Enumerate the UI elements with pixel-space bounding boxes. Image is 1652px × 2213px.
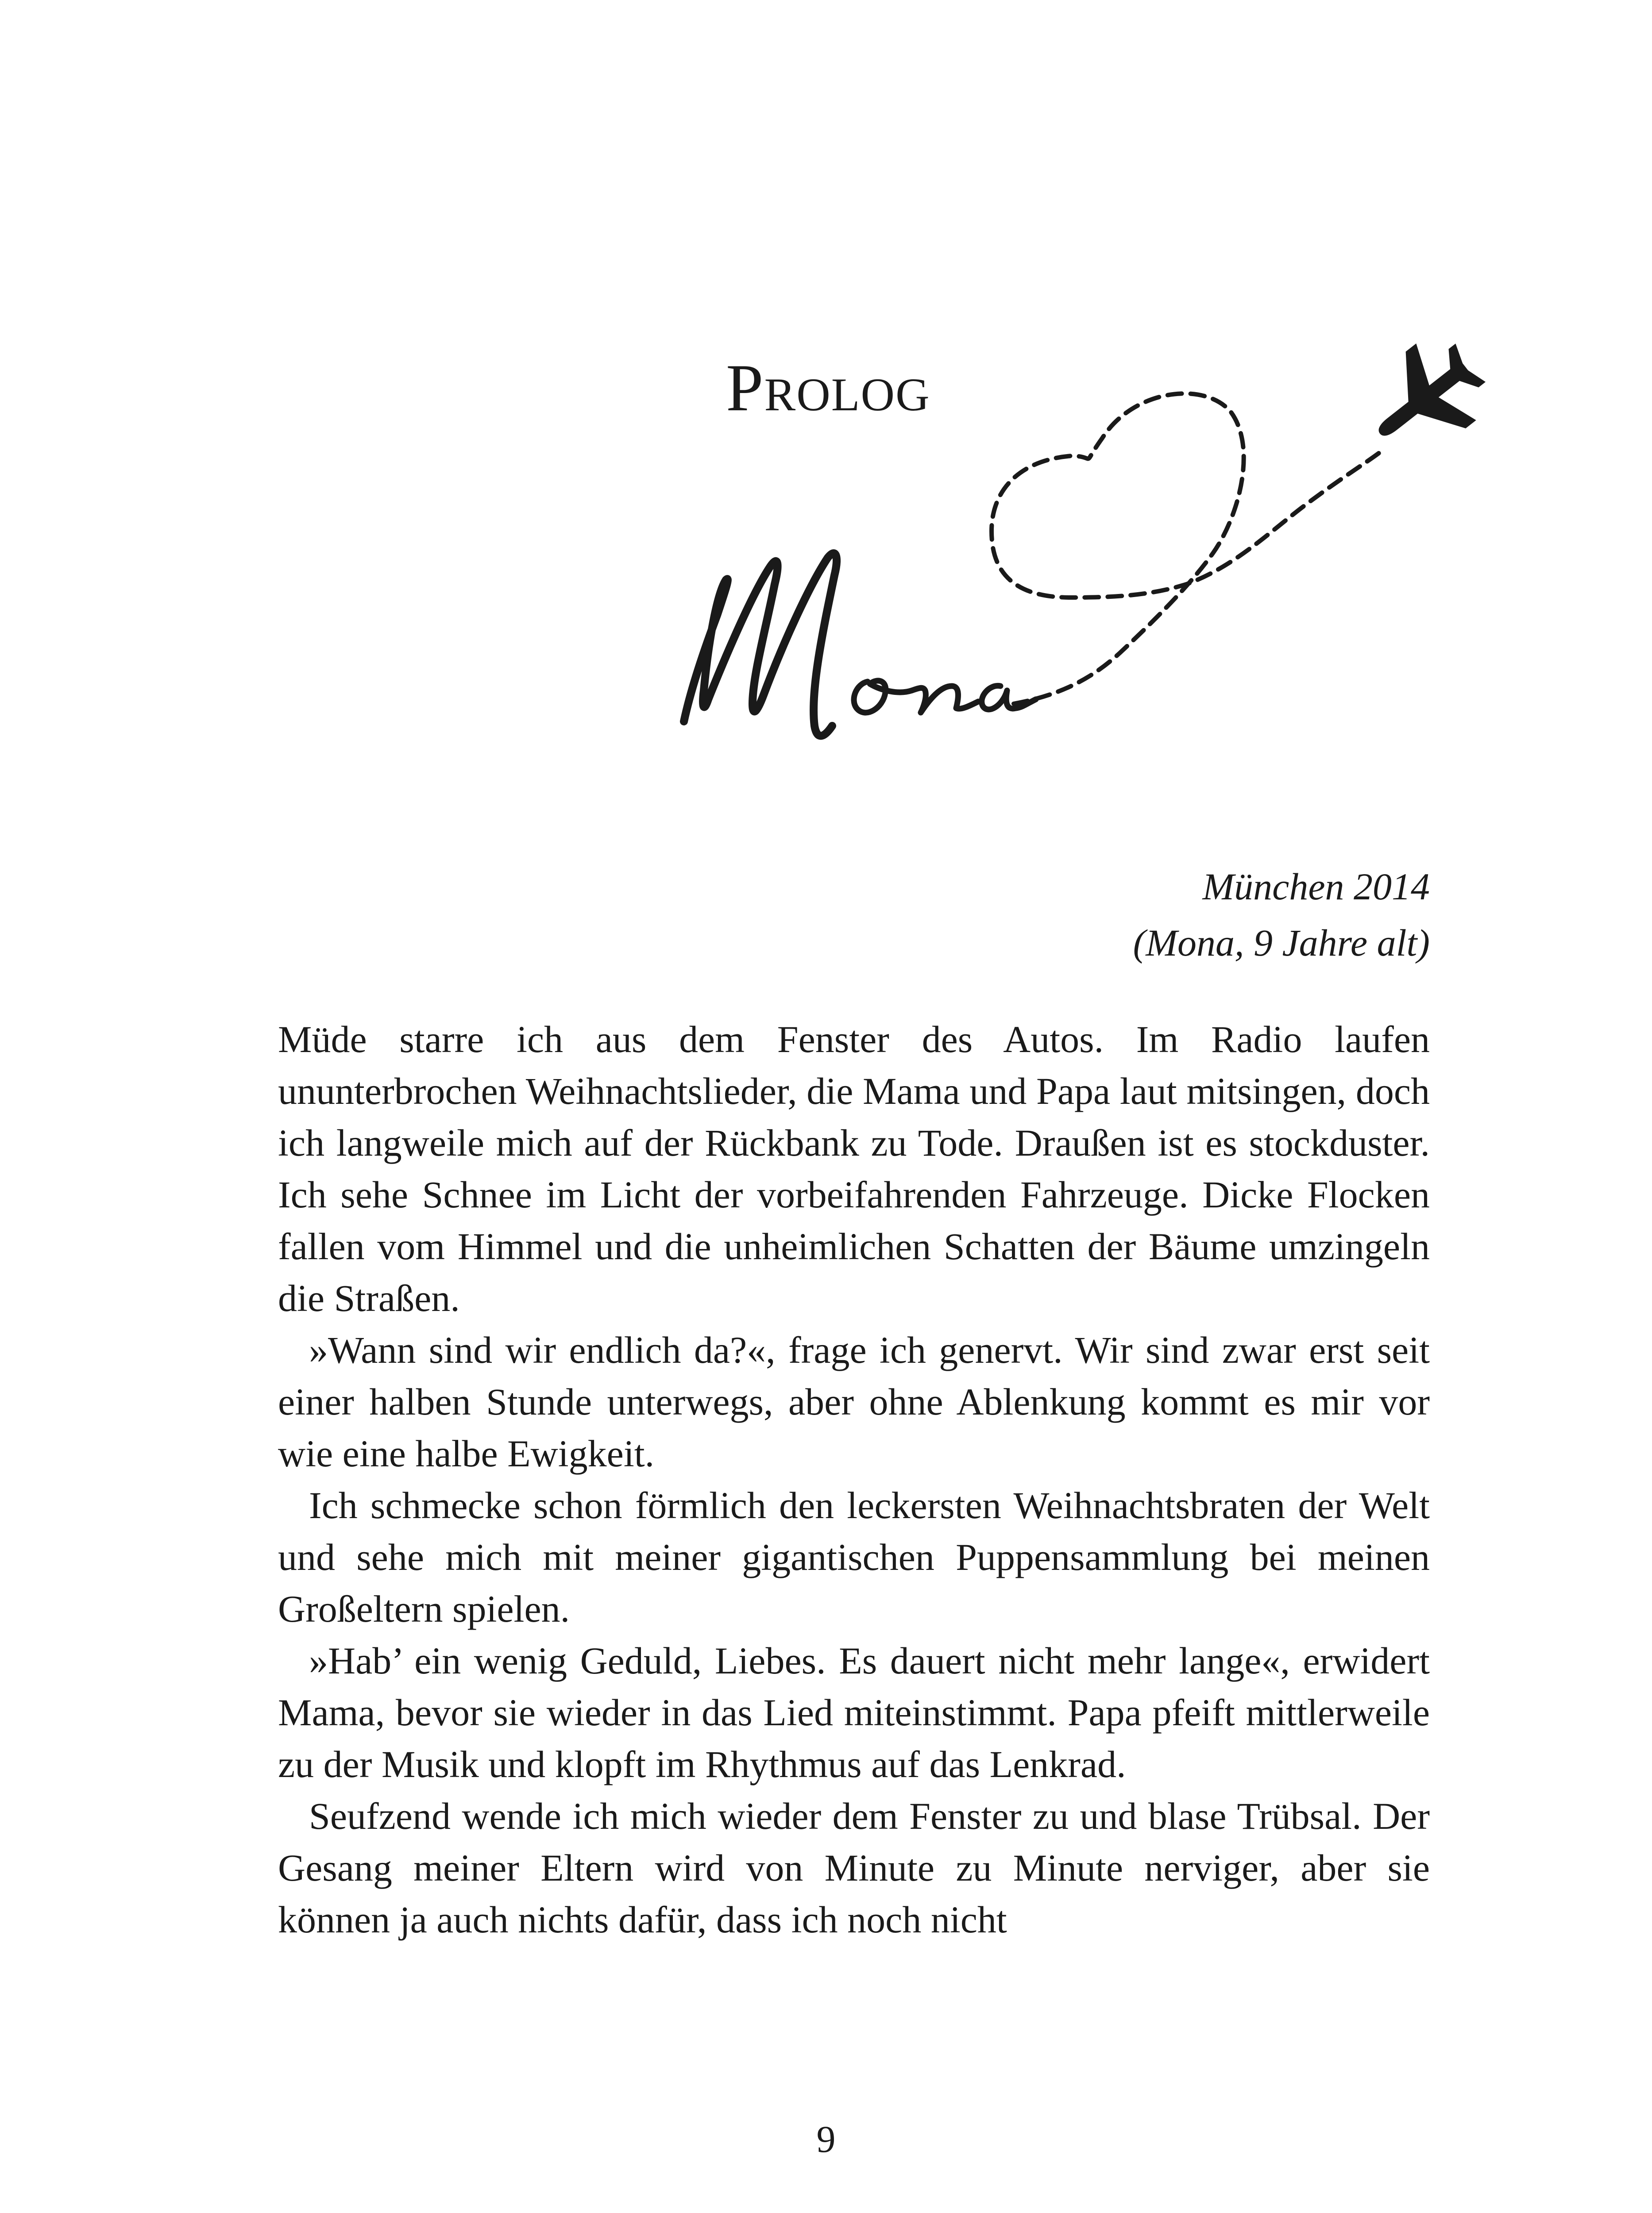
- paragraph: Müde starre ich aus dem Fenster des Autos. Im Radio laufen ununterbrochen Weihnachtslieder, die Mama und Papa laut mitsingen, doch ich langweile mich auf der Rückbank zu Tode. Draußen ist es stockduster. Ich sehe Schnee im Licht der vorbeifahrenden Fahrzeuge. Dicke Flocken fallen vom Himmel und die unheimlichen Schatten der Bäume umzingeln die Straßen.: [278, 1018, 1430, 1319]
- paragraph: Ich schmecke schon förmlich den leckersten Weihnachtsbraten der Welt und sehe mich mit meiner gigantischen Puppensammlung bei meinen Großeltern spielen.: [278, 1484, 1430, 1630]
- paragraph: »Wann sind wir endlich da?«, frage ich genervt. Wir sind zwar erst seit einer halben Stunde unterwegs, aber ohne Ablenkung kommt es mir vor wie eine halbe Ewigkeit.: [278, 1329, 1430, 1475]
- airplane-icon: [1350, 324, 1501, 472]
- paragraph: Seufzend wende ich mich wieder dem Fenster zu und blase Trübsal. Der Gesang meiner Eltern wird von Minute zu Minute nerviger, aber sie können ja auch nichts dafür, dass ich noch nicht: [278, 1795, 1430, 1941]
- handwritten-chapter-name: [684, 553, 1036, 736]
- place-date: München 2014: [1202, 865, 1430, 908]
- page-number: 9: [816, 2118, 836, 2160]
- chapter-title: Prolog: [726, 351, 930, 425]
- character-age: (Mona, 9 Jahre alt): [1133, 921, 1430, 964]
- setting-caption: [1133, 859, 1430, 971]
- paragraph: »Hab’ ein wenig Geduld, Liebes. Es dauert nicht mehr lange«, erwidert Mama, bevor sie wieder in das Lied miteinstimmt. Papa pfeift mittlerweile zu der Musik und klopft im Rhythmus auf das Lenkrad.: [278, 1639, 1430, 1785]
- chapter-body: [278, 1014, 1430, 1946]
- heart-dashed-path: [992, 393, 1381, 704]
